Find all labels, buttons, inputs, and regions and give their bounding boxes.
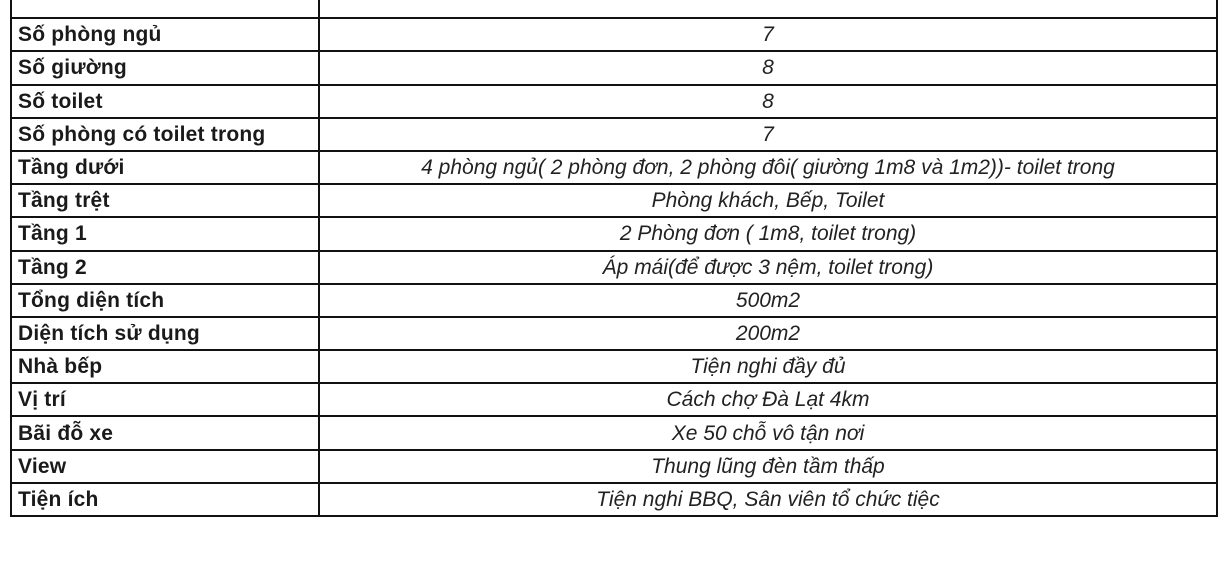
row-value: 4 phòng ngủ( 2 phòng đơn, 2 phòng đôi( giường 1m8 và 1m2))- toilet trong xyxy=(319,151,1217,184)
row-value: Thung lũng đèn tầm thấp xyxy=(319,450,1217,483)
row-value: 8 xyxy=(319,51,1217,84)
table-row xyxy=(11,18,1217,51)
row-value: 2 Phòng đơn ( 1m8, toilet trong) xyxy=(319,217,1217,250)
row-value: Xe 50 chỗ vô tận nơi xyxy=(319,416,1217,449)
row-label: Tổng diện tích xyxy=(11,284,319,317)
table-row xyxy=(11,184,1217,217)
row-value: 200m2 xyxy=(319,317,1217,350)
row-value: 7 xyxy=(319,118,1217,151)
row-label: Số phòng ngủ xyxy=(11,18,319,51)
table-row xyxy=(11,85,1217,118)
table-row xyxy=(11,151,1217,184)
row-label: Tầng dưới xyxy=(11,151,319,184)
table-row xyxy=(11,317,1217,350)
row-label: Tiện ích xyxy=(11,483,319,516)
row-label: Số toilet xyxy=(11,85,319,118)
row-value: Tiện nghi đầy đủ xyxy=(319,350,1217,383)
row-label: Bãi đỗ xe xyxy=(11,416,319,449)
row-label: Số giường xyxy=(11,51,319,84)
table-row xyxy=(11,383,1217,416)
table-row xyxy=(11,450,1217,483)
row-value: 500m2 xyxy=(319,284,1217,317)
row-value xyxy=(319,0,1217,18)
table-row xyxy=(11,51,1217,84)
row-label: Diện tích sử dụng xyxy=(11,317,319,350)
row-value: Phòng khách, Bếp, Toilet xyxy=(319,184,1217,217)
table-row xyxy=(11,217,1217,250)
row-value: 8 xyxy=(319,85,1217,118)
table-row xyxy=(11,118,1217,151)
row-label: Nhà bếp xyxy=(11,350,319,383)
row-label xyxy=(11,0,319,18)
table-row xyxy=(11,350,1217,383)
row-label: Tầng 1 xyxy=(11,217,319,250)
row-label: Tầng 2 xyxy=(11,251,319,284)
table-row xyxy=(11,416,1217,449)
table-row xyxy=(11,483,1217,516)
row-value: 7 xyxy=(319,18,1217,51)
row-value: Áp mái(để được 3 nệm, toilet trong) xyxy=(319,251,1217,284)
table-row xyxy=(11,284,1217,317)
row-label: Tầng trệt xyxy=(11,184,319,217)
row-label: Vị trí xyxy=(11,383,319,416)
table-row xyxy=(11,0,1217,18)
property-info-table xyxy=(10,0,1218,517)
row-value: Tiện nghi BBQ, Sân viên tổ chức tiệc xyxy=(319,483,1217,516)
row-value: Cách chợ Đà Lạt 4km xyxy=(319,383,1217,416)
table-row xyxy=(11,251,1217,284)
row-label: View xyxy=(11,450,319,483)
row-label: Số phòng có toilet trong xyxy=(11,118,319,151)
